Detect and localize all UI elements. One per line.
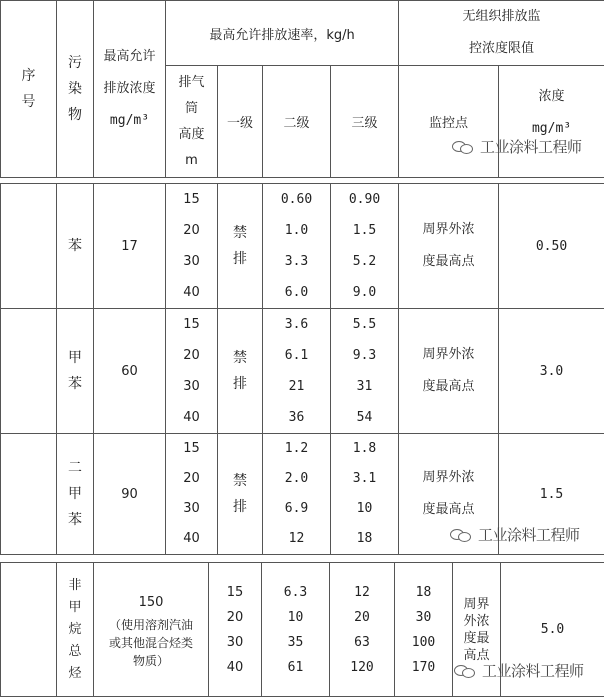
header-grade1: 一级 <box>218 66 263 178</box>
row-max-conc: 60 <box>94 309 166 434</box>
row-heights: 15 20 30 40 <box>166 184 218 309</box>
row-max-conc: 150 （使用溶剂汽油 或其他混合烃类 物质） <box>94 563 209 697</box>
row-conc: 1.5 <box>499 434 604 555</box>
row-grade1: 禁 排 <box>218 309 263 434</box>
row-seq <box>1 309 57 434</box>
row-grade2: 3.6 6.1 21 36 <box>263 309 331 434</box>
row-monitor: 周界外浓 度最高点 <box>399 184 499 309</box>
row-pollutant: 甲 苯 <box>57 309 94 434</box>
row-pollutant: 二 甲 苯 <box>57 434 94 555</box>
header-stack-height: 排气 筒 高度 m <box>166 66 218 178</box>
row-max-conc: 17 <box>94 184 166 309</box>
row-heights: 15 20 30 40 <box>166 434 218 555</box>
row-heights: 15 20 30 40 <box>209 563 262 697</box>
row-grade1: 6.3 10 35 61 <box>262 563 330 697</box>
row-conc: 0.50 <box>499 184 604 309</box>
row-grade1: 禁 排 <box>218 184 263 309</box>
header-fugitive: 无组织排放监 控浓度限值 <box>399 1 604 66</box>
row-monitor: 周界外浓 度最高点 <box>399 434 499 555</box>
row-seq <box>1 184 57 309</box>
chat-bubbles-icon <box>454 663 476 679</box>
header-grade3: 三级 <box>331 66 399 178</box>
table-row <box>1 309 604 434</box>
row-seq <box>1 563 57 697</box>
row-grade2: 1.2 2.0 6.9 12 <box>263 434 331 555</box>
header-max-rate: 最高允许排放速率，kg/h <box>166 1 399 66</box>
row-grade3: 0.90 1.5 5.2 9.0 <box>331 184 399 309</box>
row-seq <box>1 434 57 555</box>
header-seq: 序 号 <box>1 1 57 178</box>
header-monitor: 监控点 <box>399 66 499 178</box>
row-max-conc: 90 <box>94 434 166 555</box>
row-heights: 15 20 30 40 <box>166 309 218 434</box>
chat-bubbles-icon <box>452 139 474 155</box>
header-max-conc: 最高允许 排放浓度 mg/m³ <box>94 1 166 178</box>
row-grade3: 18 30 100 170 <box>395 563 453 697</box>
row-pollutant: 苯 <box>57 184 94 309</box>
row-monitor: 周界 外浓 度最 高点 <box>453 563 501 697</box>
data-table <box>0 183 604 555</box>
row-monitor: 周界外浓 度最高点 <box>399 309 499 434</box>
row-pollutant: 非 甲 烷 总 烃 <box>57 563 94 697</box>
row-grade2: 0.60 1.0 3.3 6.0 <box>263 184 331 309</box>
header-pollutant: 污 染 物 <box>57 1 94 178</box>
row-grade2: 12 20 63 120 <box>330 563 395 697</box>
row-conc: 5.0 <box>501 563 604 697</box>
table-row <box>1 184 604 309</box>
header-conc: 浓度 mg/m³ <box>499 66 604 178</box>
row-grade3: 5.5 9.3 31 54 <box>331 309 399 434</box>
watermark-middle: 工业涂料工程师 <box>450 524 580 545</box>
watermark-bottom: 工业涂料工程师 <box>454 660 584 681</box>
row-grade3: 1.8 3.1 10 18 <box>331 434 399 555</box>
row-conc: 3.0 <box>499 309 604 434</box>
chat-bubbles-icon <box>450 527 472 543</box>
header-grade2: 二级 <box>263 66 331 178</box>
row-grade1: 禁 排 <box>218 434 263 555</box>
watermark-top: 工业涂料工程师 <box>452 136 582 157</box>
